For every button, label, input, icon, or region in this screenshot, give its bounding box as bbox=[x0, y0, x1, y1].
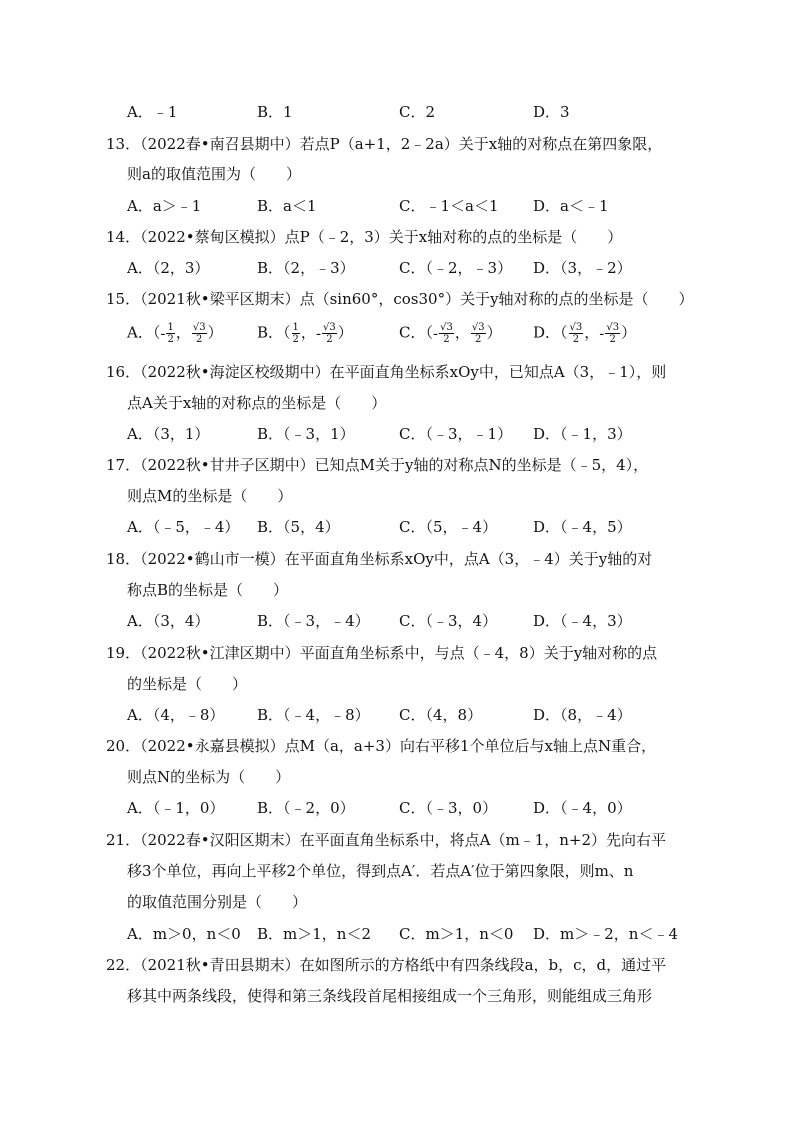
q15-option-b bbox=[257, 322, 353, 345]
q13-option-c: C．﹣1＜a＜1 bbox=[399, 197, 499, 215]
q19-option-b: B．（﹣4，﹣8） bbox=[257, 706, 370, 724]
denominator: 2 bbox=[292, 334, 299, 345]
open-paren: （ bbox=[425, 323, 433, 342]
q18-stem-line2: 称点B的坐标是（ ） bbox=[127, 581, 289, 599]
separator: ， bbox=[454, 323, 470, 342]
fraction bbox=[569, 322, 584, 345]
q15-option-a bbox=[127, 322, 223, 345]
close-paren: ） bbox=[207, 323, 223, 342]
q17-stem-line1: 17．（2022秋•甘井子区期中）已知点M关于y轴的对称点N的坐标是（﹣5，4）， bbox=[106, 456, 649, 474]
open-paren: （ bbox=[283, 323, 291, 342]
q15-option-c bbox=[399, 322, 502, 345]
separator: ， bbox=[300, 323, 316, 342]
q18-option-b: B．（﹣3，﹣4） bbox=[257, 612, 370, 630]
q20-option-d: D．（﹣4，0） bbox=[533, 799, 632, 817]
q20-option-a: A．（﹣1，0） bbox=[127, 799, 225, 817]
q15-option-a-label: A． bbox=[127, 323, 153, 342]
numerator: 1 bbox=[167, 322, 174, 333]
q21-stem-line2: 移3个单位，再向上平移2个单位，得到点A′．若点A′位于第四象限，则m、n bbox=[127, 862, 634, 880]
q16-option-c: C．（﹣3，﹣1） bbox=[399, 425, 513, 443]
q17-options bbox=[127, 517, 747, 537]
denominator: 2 bbox=[167, 334, 174, 345]
q13-option-b: B．a＜1 bbox=[257, 197, 317, 215]
q21-stem-line1: 21．（2022春•汉阳区期末）在平面直角坐标系中，将点A（m﹣1，n+2）先向右平 bbox=[106, 831, 666, 849]
separator: ， bbox=[584, 323, 600, 342]
q19-option-d: D．（8，﹣4） bbox=[533, 706, 632, 724]
q19-stem-line1: 19．（2022秋•江津区期中）平面直角坐标系中，与点（﹣4，8）关于y轴对称的点 bbox=[106, 644, 658, 662]
q19-stem-line2: 的坐标是（ ） bbox=[127, 675, 248, 693]
fraction bbox=[471, 322, 486, 345]
numerator: √3 bbox=[323, 322, 336, 333]
q18-stem-line1: 18．（2022•鹤山市一模）在平面直角坐标系xOy中，点A（3，﹣4）关于y轴的对 bbox=[106, 550, 653, 568]
q20-stem-line2: 则点N的坐标为（ ） bbox=[127, 768, 291, 786]
fraction bbox=[605, 322, 620, 345]
q14-option-b: B．（2，﹣3） bbox=[257, 259, 355, 277]
q21-stem-line3: 的取值范围分别是（ ） bbox=[127, 893, 308, 911]
q15-option-b-label: B． bbox=[257, 323, 284, 342]
fraction bbox=[192, 322, 207, 345]
q16-stem-line2: 点A关于x轴的对称点的坐标是（ ） bbox=[127, 394, 387, 412]
q17-option-a: A．（﹣5，﹣4） bbox=[127, 518, 240, 536]
q19-option-c: C．（4，8） bbox=[399, 706, 483, 724]
q22-stem-line2: 移其中两条线段，使得和第三条线段首尾相接组成一个三角形，则能组成三角形 bbox=[127, 987, 653, 1005]
numerator: √3 bbox=[471, 322, 485, 333]
q18-option-a: A．（3，4） bbox=[127, 612, 210, 630]
q15-option-d bbox=[533, 322, 636, 345]
q18-option-d: D．（﹣4，3） bbox=[533, 612, 632, 630]
q12-option-b: B．1 bbox=[257, 103, 293, 121]
denominator: 2 bbox=[443, 334, 450, 345]
q14-option-c: C．（﹣2，﹣3） bbox=[399, 259, 513, 277]
numerator: 1 bbox=[292, 322, 299, 333]
q14-option-a: A．（2，3） bbox=[127, 259, 210, 277]
q15-options bbox=[127, 322, 747, 348]
q16-option-b: B．（﹣3，1） bbox=[257, 425, 355, 443]
q21-option-c: C．m＞1，n＜0 bbox=[399, 925, 514, 943]
numerator: √3 bbox=[569, 322, 583, 333]
q16-stem-line1: 16．（2022秋•海淀区校级期中）在平面直角坐标系xOy中，已知点A（3，﹣1），则 bbox=[106, 363, 667, 381]
q17-option-b: B．（5，4） bbox=[257, 518, 340, 536]
q17-stem-line2: 则点M的坐标是（ ） bbox=[127, 487, 293, 505]
q15-option-c-label: C． bbox=[399, 323, 426, 342]
denominator: 2 bbox=[475, 334, 482, 345]
fraction bbox=[166, 322, 174, 345]
q12-option-a: A．﹣1 bbox=[127, 103, 178, 121]
q21-options bbox=[127, 924, 747, 944]
close-paren: ） bbox=[621, 323, 637, 342]
close-paren: ） bbox=[337, 323, 353, 342]
sign: - bbox=[599, 324, 605, 343]
q19-options bbox=[127, 705, 747, 725]
q13-stem-line1: 13．（2022春•南召县期中）若点P（a+1，2﹣2a）关于x轴的对称点在第四象限， bbox=[106, 135, 663, 153]
denominator: 2 bbox=[572, 334, 580, 345]
q13-stem-line2: 则a的取值范围为（ ） bbox=[127, 165, 301, 183]
sign: - bbox=[160, 324, 166, 343]
q15-stem-line1: 15．（2021秋•梁平区期末）点（sin60°，cos30°）关于y轴对称的点的坐标是（ ） bbox=[106, 290, 694, 308]
q16-option-d: D．（﹣1，3） bbox=[533, 425, 632, 443]
denominator: 2 bbox=[609, 334, 616, 345]
fraction bbox=[439, 322, 454, 345]
close-paren: ） bbox=[486, 323, 502, 342]
q19-option-a: A．（4，﹣8） bbox=[127, 706, 225, 724]
q13-option-a: A．a＞﹣1 bbox=[127, 197, 202, 215]
q13-options bbox=[127, 196, 747, 216]
q18-options bbox=[127, 611, 747, 631]
q14-option-d: D．（3，﹣2） bbox=[533, 259, 632, 277]
open-paren: （ bbox=[152, 323, 161, 342]
q21-option-d: D．m＞﹣2，n＜﹣4 bbox=[533, 925, 678, 943]
numerator: √3 bbox=[192, 322, 206, 333]
q15-option-d-label: D． bbox=[533, 323, 561, 342]
sign: - bbox=[433, 324, 439, 343]
separator: ， bbox=[175, 323, 191, 342]
sign: - bbox=[315, 324, 322, 343]
q17-option-d: D．（﹣4，5） bbox=[533, 518, 632, 536]
q21-option-a: A．m＞0，n＜0 bbox=[127, 925, 241, 943]
q20-options bbox=[127, 798, 747, 818]
q12-option-d: D．3 bbox=[533, 103, 570, 121]
q20-option-c: C．（﹣3，0） bbox=[399, 799, 498, 817]
q16-options bbox=[127, 424, 747, 444]
open-paren: （ bbox=[560, 323, 568, 342]
numerator: √3 bbox=[606, 322, 620, 333]
q12-option-c: C．2 bbox=[399, 103, 436, 121]
denominator: 2 bbox=[326, 334, 333, 345]
q16-option-a: A．（3，1） bbox=[127, 425, 210, 443]
q21-option-b: B．m＞1，n＜2 bbox=[257, 925, 371, 943]
q17-option-c: C．（5，﹣4） bbox=[399, 518, 498, 536]
numerator: √3 bbox=[440, 322, 453, 333]
denominator: 2 bbox=[196, 334, 203, 345]
q13-option-d: D．a＜﹣1 bbox=[533, 197, 609, 215]
q22-stem-line1: 22．（2021秋•青田县期末）在如图所示的方格纸中有四条线段a，b，c，d，通过平 bbox=[106, 956, 667, 974]
q20-option-b: B．（﹣2，0） bbox=[257, 799, 355, 817]
fraction bbox=[322, 322, 337, 345]
fraction bbox=[292, 322, 300, 345]
q20-stem-line1: 20．（2022•永嘉县模拟）点M（a，a+3）向右平移1个单位后与x轴上点N重合， bbox=[106, 737, 657, 755]
q18-option-c: C．（﹣3，4） bbox=[399, 612, 498, 630]
q14-stem-line1: 14．（2022•蔡甸区模拟）点P（﹣2，3）关于x轴对称的点的坐标是（ ） bbox=[106, 228, 623, 246]
q14-options bbox=[127, 258, 747, 278]
q12-options bbox=[127, 102, 747, 122]
